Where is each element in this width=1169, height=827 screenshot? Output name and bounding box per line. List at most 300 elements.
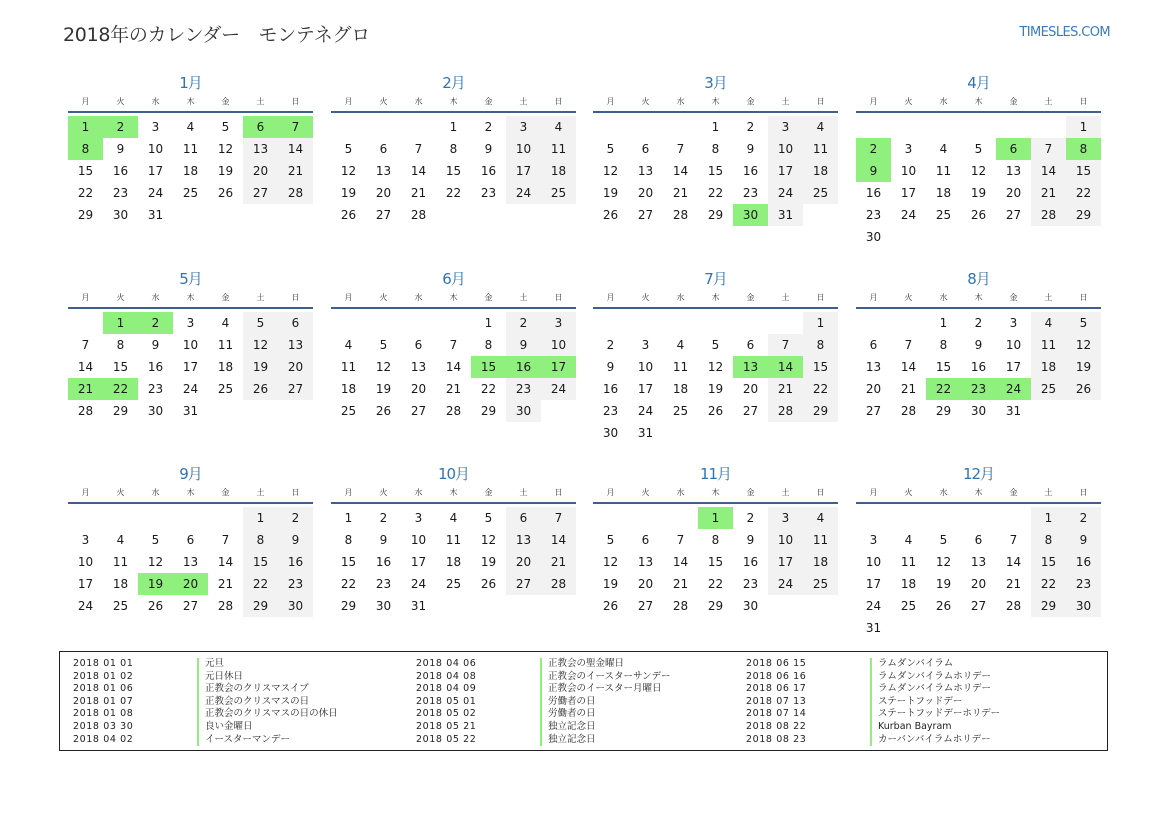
weekday-label: 土 [1044, 97, 1053, 106]
day-cell: 30 [112, 208, 129, 222]
day-cell: 10 [77, 555, 94, 569]
day-cell: 13 [865, 360, 882, 374]
weekday-label: 火 [904, 97, 913, 106]
holiday-name: Kurban Bayram [870, 721, 952, 734]
day-cell: 10 [182, 338, 199, 352]
day-cell: 26 [217, 186, 234, 200]
day-cell: 12 [602, 164, 619, 178]
day-cell: 15 [707, 164, 724, 178]
day-cell: 25 [935, 208, 952, 222]
day-cell: 26 [602, 208, 619, 222]
day-cell: 25 [803, 182, 838, 204]
day-cell: 23 [112, 186, 129, 200]
day-cell: 6 [974, 533, 983, 547]
day-cell: 20 [865, 382, 882, 396]
day-cell: 27 [410, 404, 427, 418]
weekday-header [68, 291, 313, 305]
month-6 [331, 269, 576, 449]
day-cell: 29 [707, 208, 724, 222]
day-grid [593, 309, 838, 449]
month-3 [593, 73, 838, 253]
day-cell: 17 [768, 551, 803, 573]
weekday-label: 土 [519, 97, 528, 106]
holiday-name: ラムダンバイラムホリデー [870, 683, 991, 696]
weekday-label: 月 [869, 293, 878, 302]
holiday-date: 2018 07 13 [746, 695, 807, 707]
holiday-name: ラムダンバイラム [870, 658, 953, 671]
day-cell: 18 [112, 577, 129, 591]
day-cell: 3 [81, 533, 90, 547]
holiday-date: 2018 05 21 [416, 720, 477, 732]
day-cell: 12 [340, 164, 357, 178]
day-grid [68, 113, 313, 253]
weekday-label: 土 [781, 488, 790, 497]
month-title: 8月 [967, 270, 990, 288]
holiday-day-cell: 24 [996, 378, 1031, 400]
month-5 [68, 269, 313, 449]
weekday-label: 月 [344, 97, 353, 106]
day-cell: 29 [77, 208, 94, 222]
day-cell: 12 [375, 360, 392, 374]
day-cell: 21 [672, 577, 689, 591]
holiday-day-cell: 2 [856, 138, 891, 160]
holiday-date: 2018 05 01 [416, 695, 477, 707]
weekday-label: 火 [641, 293, 650, 302]
weekday-label: 水 [414, 293, 423, 302]
day-cell: 26 [970, 208, 987, 222]
day-cell: 17 [506, 160, 541, 182]
day-cell: 25 [672, 404, 689, 418]
weekday-header [593, 95, 838, 109]
day-cell: 8 [711, 533, 720, 547]
day-cell: 5 [221, 120, 230, 134]
holiday-name: 労働者の日 [540, 708, 596, 721]
day-cell: 24 [768, 573, 803, 595]
day-cell: 10 [900, 164, 917, 178]
day-grid [856, 504, 1101, 644]
holiday-day-cell: 15 [471, 356, 506, 378]
day-cell: 8 [803, 334, 838, 356]
day-cell: 16 [602, 382, 619, 396]
day-cell: 30 [375, 599, 392, 613]
day-cell: 3 [768, 116, 803, 138]
day-cell: 17 [865, 577, 882, 591]
weekday-label: 木 [711, 97, 720, 106]
day-cell: 3 [869, 533, 878, 547]
weekday-label: 月 [606, 97, 615, 106]
day-cell: 30 [865, 230, 882, 244]
day-cell: 7 [541, 507, 576, 529]
day-cell: 1 [1031, 507, 1066, 529]
holiday-name: イースターマンデー [197, 734, 290, 747]
weekday-label: 水 [414, 97, 423, 106]
brand-logo-text[interactable]: TIMESLES.COM [1019, 25, 1110, 40]
day-cell: 19 [340, 186, 357, 200]
day-cell: 26 [935, 599, 952, 613]
day-cell: 6 [186, 533, 195, 547]
holiday-name: 独立記念日 [540, 721, 596, 734]
holiday-name: 正教会のクリスマスの日 [197, 696, 309, 709]
day-cell: 18 [803, 160, 838, 182]
day-cell: 5 [484, 511, 493, 525]
day-cell: 7 [1031, 138, 1066, 160]
day-cell: 29 [1066, 204, 1101, 226]
weekday-label: 日 [554, 488, 563, 497]
month-title: 4月 [967, 74, 990, 92]
day-cell: 14 [672, 555, 689, 569]
day-cell: 8 [243, 529, 278, 551]
day-cell: 5 [974, 142, 983, 156]
day-cell: 28 [278, 182, 313, 204]
weekday-label: 火 [379, 488, 388, 497]
holiday-name: 良い金曜日 [197, 721, 253, 734]
weekday-label: 火 [641, 488, 650, 497]
day-cell: 26 [375, 404, 392, 418]
weekday-label: 木 [449, 488, 458, 497]
weekday-label: 金 [221, 97, 230, 106]
holiday-name: ラムダンバイラムホリデー [870, 671, 991, 684]
holiday-day-cell: 20 [173, 573, 208, 595]
weekday-label: 水 [151, 488, 160, 497]
day-cell: 23 [742, 577, 759, 591]
day-cell: 22 [707, 186, 724, 200]
weekday-label: 日 [816, 488, 825, 497]
day-cell: 9 [746, 533, 755, 547]
day-cell: 6 [746, 338, 755, 352]
day-cell: 12 [707, 360, 724, 374]
holiday-day-cell: 2 [138, 312, 173, 334]
weekday-label: 日 [291, 488, 300, 497]
weekday-label: 水 [151, 293, 160, 302]
weekday-label: 日 [1079, 488, 1088, 497]
day-cell: 19 [1066, 356, 1101, 378]
day-cell: 12 [243, 334, 278, 356]
day-cell: 3 [541, 312, 576, 334]
holiday-day-cell: 6 [243, 116, 278, 138]
day-cell: 24 [77, 599, 94, 613]
day-cell: 16 [112, 164, 129, 178]
day-cell: 13 [278, 334, 313, 356]
day-cell: 25 [445, 577, 462, 591]
weekday-label: 月 [81, 293, 90, 302]
day-cell: 4 [116, 533, 125, 547]
day-cell: 9 [506, 334, 541, 356]
day-cell: 28 [672, 599, 689, 613]
weekday-label: 火 [904, 488, 913, 497]
weekday-label: 月 [344, 488, 353, 497]
day-cell: 18 [900, 577, 917, 591]
weekday-label: 木 [974, 97, 983, 106]
day-grid [856, 309, 1101, 449]
holiday-date: 2018 05 02 [416, 708, 477, 720]
day-cell: 9 [1066, 529, 1101, 551]
day-cell: 14 [672, 164, 689, 178]
day-cell: 18 [803, 551, 838, 573]
day-cell: 3 [151, 120, 160, 134]
day-cell: 4 [803, 116, 838, 138]
holiday-date: 2018 01 07 [73, 695, 134, 707]
day-cell: 13 [506, 529, 541, 551]
weekday-label: 金 [484, 293, 493, 302]
weekday-label: 金 [746, 293, 755, 302]
day-cell: 2 [746, 120, 755, 134]
day-cell: 30 [602, 426, 619, 440]
holiday-date: 2018 08 23 [746, 733, 807, 745]
day-cell: 20 [243, 160, 278, 182]
holiday-day-cell: 23 [961, 378, 996, 400]
day-cell: 5 [379, 338, 388, 352]
day-cell: 3 [506, 116, 541, 138]
weekday-label: 火 [641, 97, 650, 106]
day-cell: 5 [1066, 312, 1101, 334]
day-cell: 6 [869, 338, 878, 352]
weekday-header [331, 95, 576, 109]
weekday-label: 土 [256, 97, 265, 106]
day-cell: 3 [414, 511, 423, 525]
weekday-label: 水 [939, 488, 948, 497]
holiday-date: 2018 03 30 [73, 720, 134, 732]
day-cell: 16 [742, 164, 759, 178]
day-cell: 16 [742, 555, 759, 569]
day-cell: 31 [865, 621, 882, 635]
holiday-day-cell: 22 [103, 378, 138, 400]
day-cell: 24 [182, 382, 199, 396]
weekday-label: 土 [519, 293, 528, 302]
day-cell: 27 [506, 573, 541, 595]
holiday-day-cell: 8 [1066, 138, 1101, 160]
holiday-name: 正教会のクリスマスイブ [197, 683, 309, 696]
day-cell: 9 [606, 360, 615, 374]
weekday-label: 日 [816, 97, 825, 106]
holiday-date: 2018 08 22 [746, 720, 807, 732]
weekday-label: 木 [186, 488, 195, 497]
day-cell: 23 [147, 382, 164, 396]
day-cell: 19 [707, 382, 724, 396]
weekday-label: 木 [711, 293, 720, 302]
weekday-label: 月 [81, 97, 90, 106]
day-cell: 4 [344, 338, 353, 352]
day-cell: 24 [541, 378, 576, 400]
month-title: 12月 [962, 465, 995, 483]
day-cell: 2 [606, 338, 615, 352]
day-cell: 10 [147, 142, 164, 156]
weekday-label: 金 [1009, 488, 1018, 497]
day-cell: 2 [1066, 507, 1101, 529]
page-title: 2018年のカレンダー モンテネグロ [63, 24, 370, 46]
holiday-name: カーバンバイラムホリデー [870, 734, 991, 747]
day-cell: 8 [1031, 529, 1066, 551]
holiday-date: 2018 01 02 [73, 670, 134, 682]
day-cell: 27 [182, 599, 199, 613]
day-cell: 3 [904, 142, 913, 156]
holiday-date: 2018 04 08 [416, 670, 477, 682]
day-cell: 22 [77, 186, 94, 200]
day-cell: 18 [217, 360, 234, 374]
day-cell: 10 [768, 138, 803, 160]
day-cell: 16 [375, 555, 392, 569]
holiday-day-cell: 21 [68, 378, 103, 400]
weekday-header [593, 486, 838, 500]
weekday-label: 火 [116, 488, 125, 497]
holiday-day-cell: 1 [698, 507, 733, 529]
day-cell: 18 [541, 160, 576, 182]
day-cell: 19 [935, 577, 952, 591]
day-cell: 25 [340, 404, 357, 418]
day-cell: 21 [1031, 182, 1066, 204]
month-8 [856, 269, 1101, 449]
day-cell: 7 [414, 142, 423, 156]
day-cell: 12 [970, 164, 987, 178]
day-cell: 22 [445, 186, 462, 200]
day-cell: 29 [707, 599, 724, 613]
weekday-label: 木 [974, 293, 983, 302]
day-cell: 28 [77, 404, 94, 418]
day-cell: 28 [445, 404, 462, 418]
month-title: 6月 [442, 270, 465, 288]
day-cell: 16 [147, 360, 164, 374]
day-cell: 8 [711, 142, 720, 156]
day-cell: 23 [1066, 573, 1101, 595]
weekday-label: 火 [379, 293, 388, 302]
holiday-date: 2018 06 17 [746, 683, 807, 695]
day-cell: 20 [278, 356, 313, 378]
day-cell: 13 [637, 555, 654, 569]
day-cell: 3 [1009, 316, 1018, 330]
holiday-day-cell: 9 [856, 160, 891, 182]
day-cell: 17 [410, 555, 427, 569]
day-cell: 4 [676, 338, 685, 352]
day-cell: 7 [81, 338, 90, 352]
weekday-label: 金 [484, 97, 493, 106]
day-cell: 17 [900, 186, 917, 200]
weekday-label: 土 [256, 293, 265, 302]
day-cell: 11 [935, 164, 952, 178]
day-cell: 23 [278, 573, 313, 595]
day-cell: 14 [900, 360, 917, 374]
holiday-name: 正教会のイースター月曜日 [540, 683, 662, 696]
month-title: 9月 [179, 465, 202, 483]
day-cell: 25 [182, 186, 199, 200]
weekday-label: 水 [676, 97, 685, 106]
day-cell: 2 [278, 507, 313, 529]
holiday-day-cell: 16 [506, 356, 541, 378]
holiday-day-cell: 13 [733, 356, 768, 378]
month-1 [68, 73, 313, 253]
day-cell: 7 [221, 533, 230, 547]
holiday-date: 2018 06 15 [746, 658, 807, 669]
day-cell: 11 [217, 338, 234, 352]
day-cell: 16 [480, 164, 497, 178]
day-cell: 22 [480, 382, 497, 396]
weekday-label: 月 [869, 97, 878, 106]
day-cell: 2 [484, 120, 493, 134]
day-cell: 10 [410, 533, 427, 547]
day-cell: 7 [768, 334, 803, 356]
day-cell: 6 [641, 142, 650, 156]
day-cell: 11 [445, 533, 462, 547]
day-cell: 23 [480, 186, 497, 200]
holiday-day-cell: 17 [541, 356, 576, 378]
day-cell: 27 [278, 378, 313, 400]
weekday-label: 水 [939, 97, 948, 106]
day-cell: 20 [637, 577, 654, 591]
day-cell: 30 [1066, 595, 1101, 617]
day-cell: 28 [1005, 599, 1022, 613]
day-cell: 13 [375, 164, 392, 178]
day-cell: 14 [410, 164, 427, 178]
holiday-date: 2018 05 22 [416, 733, 477, 745]
day-cell: 20 [1005, 186, 1022, 200]
day-cell: 22 [1066, 182, 1101, 204]
day-cell: 20 [970, 577, 987, 591]
day-cell: 2 [974, 316, 983, 330]
day-cell: 7 [676, 533, 685, 547]
day-cell: 22 [243, 573, 278, 595]
month-12 [856, 464, 1101, 644]
day-cell: 18 [935, 186, 952, 200]
holiday-date: 2018 07 14 [746, 708, 807, 720]
weekday-label: 日 [554, 97, 563, 106]
day-cell: 22 [803, 378, 838, 400]
day-cell: 12 [147, 555, 164, 569]
day-cell: 9 [746, 142, 755, 156]
month-title: 1月 [179, 74, 202, 92]
weekday-label: 木 [449, 293, 458, 302]
day-cell: 25 [541, 182, 576, 204]
day-cell: 6 [506, 507, 541, 529]
day-cell: 25 [217, 382, 234, 396]
weekday-label: 金 [484, 488, 493, 497]
day-cell: 4 [904, 533, 913, 547]
holiday-day-cell: 7 [278, 116, 313, 138]
weekday-label: 木 [974, 488, 983, 497]
day-cell: 1 [344, 511, 353, 525]
day-cell: 28 [217, 599, 234, 613]
day-cell: 9 [278, 529, 313, 551]
weekday-label: 日 [291, 293, 300, 302]
day-cell: 26 [602, 599, 619, 613]
weekday-label: 金 [746, 97, 755, 106]
day-cell: 23 [506, 378, 541, 400]
day-cell: 27 [742, 404, 759, 418]
day-cell: 27 [1005, 208, 1022, 222]
day-cell: 18 [182, 164, 199, 178]
holiday-day-cell: 1 [103, 312, 138, 334]
holiday-name: ステートフッドデー [870, 696, 962, 709]
day-cell: 3 [768, 507, 803, 529]
month-title: 5月 [179, 270, 202, 288]
month-title: 7月 [704, 270, 727, 288]
day-cell: 23 [865, 208, 882, 222]
day-cell: 18 [672, 382, 689, 396]
day-cell: 10 [506, 138, 541, 160]
day-cell: 15 [445, 164, 462, 178]
day-cell: 15 [935, 360, 952, 374]
weekday-label: 日 [1079, 293, 1088, 302]
day-cell: 11 [1031, 334, 1066, 356]
day-cell: 16 [278, 551, 313, 573]
month-title: 3月 [704, 74, 727, 92]
day-cell: 31 [182, 404, 199, 418]
day-cell: 14 [1031, 160, 1066, 182]
weekday-label: 金 [1009, 293, 1018, 302]
weekday-header [68, 95, 313, 109]
day-cell: 27 [243, 182, 278, 204]
weekday-label: 水 [939, 293, 948, 302]
day-cell: 29 [803, 400, 838, 422]
weekday-label: 火 [379, 97, 388, 106]
day-cell: 13 [182, 555, 199, 569]
